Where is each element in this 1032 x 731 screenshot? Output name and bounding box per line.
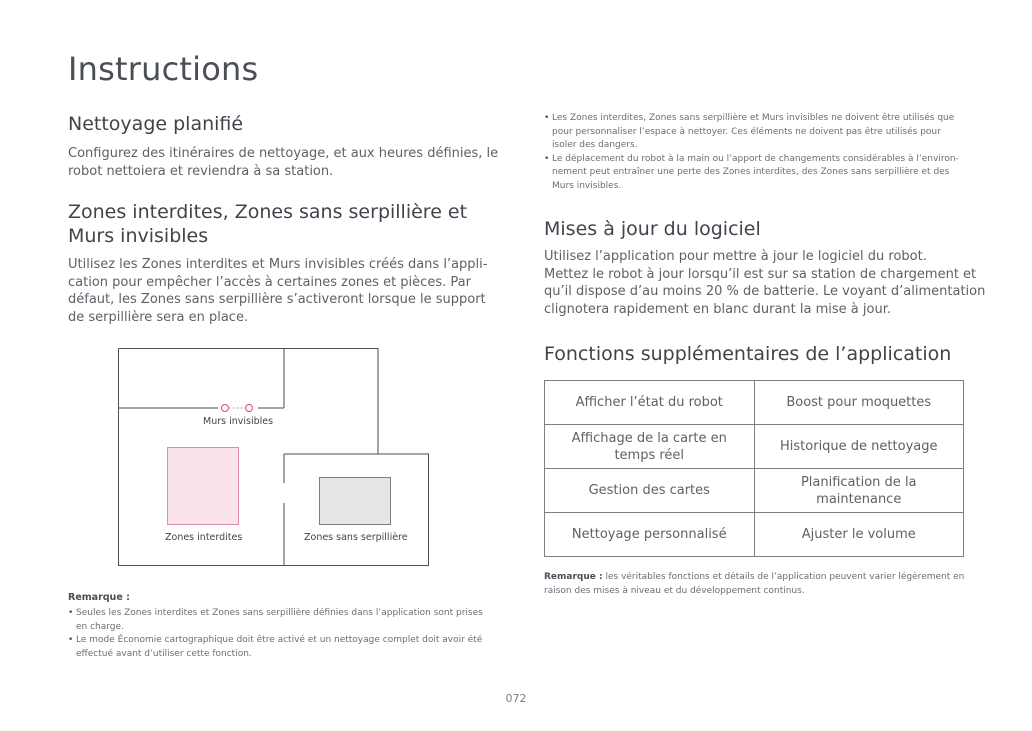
remark-item — [68, 634, 488, 661]
text-line: Le déplacement du robot à la main ou l’apport de changements considérables à l’environ- — [552, 153, 959, 164]
label-invisible-walls: Murs invisibles — [203, 416, 274, 427]
remark-item — [68, 607, 488, 634]
cell-line: Historique de nettoyage — [780, 439, 938, 454]
text-line: Configurez des itinéraires de nettoyage, et aux heures définies, le — [68, 146, 499, 161]
table-row — [545, 513, 964, 557]
feature-cell — [754, 425, 964, 469]
text-line: cation pour empêcher l’accès à certaines zones et pièces. Par — [68, 274, 471, 290]
warning-item — [544, 112, 974, 153]
remark-label: Remarque : — [544, 572, 603, 582]
feature-cell — [545, 513, 755, 557]
scheduled-cleaning-text — [68, 145, 498, 180]
remark-list — [68, 607, 488, 661]
table-row — [545, 469, 964, 513]
page-number: 072 — [505, 692, 527, 705]
zones-diagram — [118, 348, 430, 566]
table-row — [545, 425, 964, 469]
text-line: pour personnaliser l’espace à nettoyer. Ces éléments ne doivent pas être utilisés pour — [552, 126, 941, 137]
cell-line: Planification de la — [800, 474, 917, 490]
text-line: robot nettoiera et reviendra à sa station. — [68, 163, 334, 179]
scheduled-cleaning-heading: Nettoyage planifié — [68, 113, 244, 135]
remark-label: Remarque : — [68, 592, 130, 603]
text-line: qu’il dispose d’au moins 20 % de batterie. Le voyant d’alimentation — [544, 284, 986, 299]
text-line: Murs invisibles. — [552, 180, 622, 191]
text-line: Mettez le robot à jour lorsqu’il est sur sa station de chargement et — [544, 266, 977, 282]
forbidden-zone — [168, 448, 239, 525]
feature-cell — [754, 513, 964, 557]
cell-line: Boost pour moquettes — [786, 395, 932, 410]
feature-cell — [754, 469, 964, 513]
cell-line: maintenance — [816, 491, 902, 507]
text-line: effectué avant d’utiliser cette fonction. — [76, 648, 252, 659]
cell-line: Gestion des cartes — [588, 483, 710, 498]
app-features-table — [544, 380, 964, 557]
text-line: Utilisez l’application pour mettre à jour le logiciel du robot. — [544, 249, 927, 264]
heading-line: Murs invisibles — [68, 225, 209, 247]
feature-cell — [545, 381, 755, 425]
cell-line: Nettoyage personnalisé — [571, 527, 727, 542]
text-line: Le mode Économie cartographique doit être activé et un nettoyage complet doit avoir été — [76, 635, 483, 645]
text-line: de serpillière sera en place. — [68, 309, 249, 325]
cell-line: temps réel — [614, 447, 685, 463]
text-line: les véritables fonctions et détails de l’application peuvent varier légèrement en — [602, 572, 965, 582]
feature-cell — [754, 381, 964, 425]
feature-cell — [545, 469, 755, 513]
text-line: nement peut entraîner une perte des Zones interdites, des Zones sans serpillière et des — [552, 167, 950, 177]
cell-line: Afficher l’état du robot — [575, 395, 723, 410]
text-line: en charge. — [76, 621, 124, 632]
invisible-wall-marker — [246, 405, 253, 412]
text-line: Utilisez les Zones interdites et Murs invisibles créés dans l’appli- — [68, 257, 488, 272]
software-update-text — [544, 248, 985, 318]
app-features-heading: Fonctions supplémentaires de l’application — [544, 343, 952, 365]
text-line: raison des mises à niveau et du développement continus. — [544, 585, 805, 596]
text-line: Les Zones interdites, Zones sans serpillière et Murs invisibles ne doivent être utilisés que — [552, 113, 955, 123]
text-line: isoler des dangers. — [552, 140, 638, 150]
zones-text — [68, 256, 487, 326]
label-no-mop-zones: Zones sans serpillière — [304, 532, 408, 543]
page-title: Instructions — [68, 50, 259, 88]
label-forbidden-zones: Zones interdites — [165, 532, 243, 543]
feature-cell — [545, 425, 755, 469]
no-mop-zone — [320, 478, 391, 525]
text-line: clignotera rapidement en blanc durant la mise à jour. — [544, 301, 891, 317]
text-line: défaut, les Zones sans serpillière s’activeront lorsque le support — [68, 292, 486, 307]
software-update-heading: Mises à jour du logiciel — [544, 218, 761, 240]
zones-warning-list — [544, 112, 974, 193]
heading-line: Zones interdites, Zones sans serpillière et — [68, 201, 468, 223]
features-remark — [544, 571, 974, 598]
invisible-wall-marker — [222, 405, 229, 412]
cell-line: Affichage de la carte en — [571, 430, 727, 446]
text-line: Seules les Zones interdites et Zones sans serpillière définies dans l’application sont prises — [76, 608, 483, 618]
zones-heading — [68, 200, 467, 248]
table-row — [545, 381, 964, 425]
cell-line: Ajuster le volume — [801, 527, 916, 542]
warning-item — [544, 153, 974, 194]
